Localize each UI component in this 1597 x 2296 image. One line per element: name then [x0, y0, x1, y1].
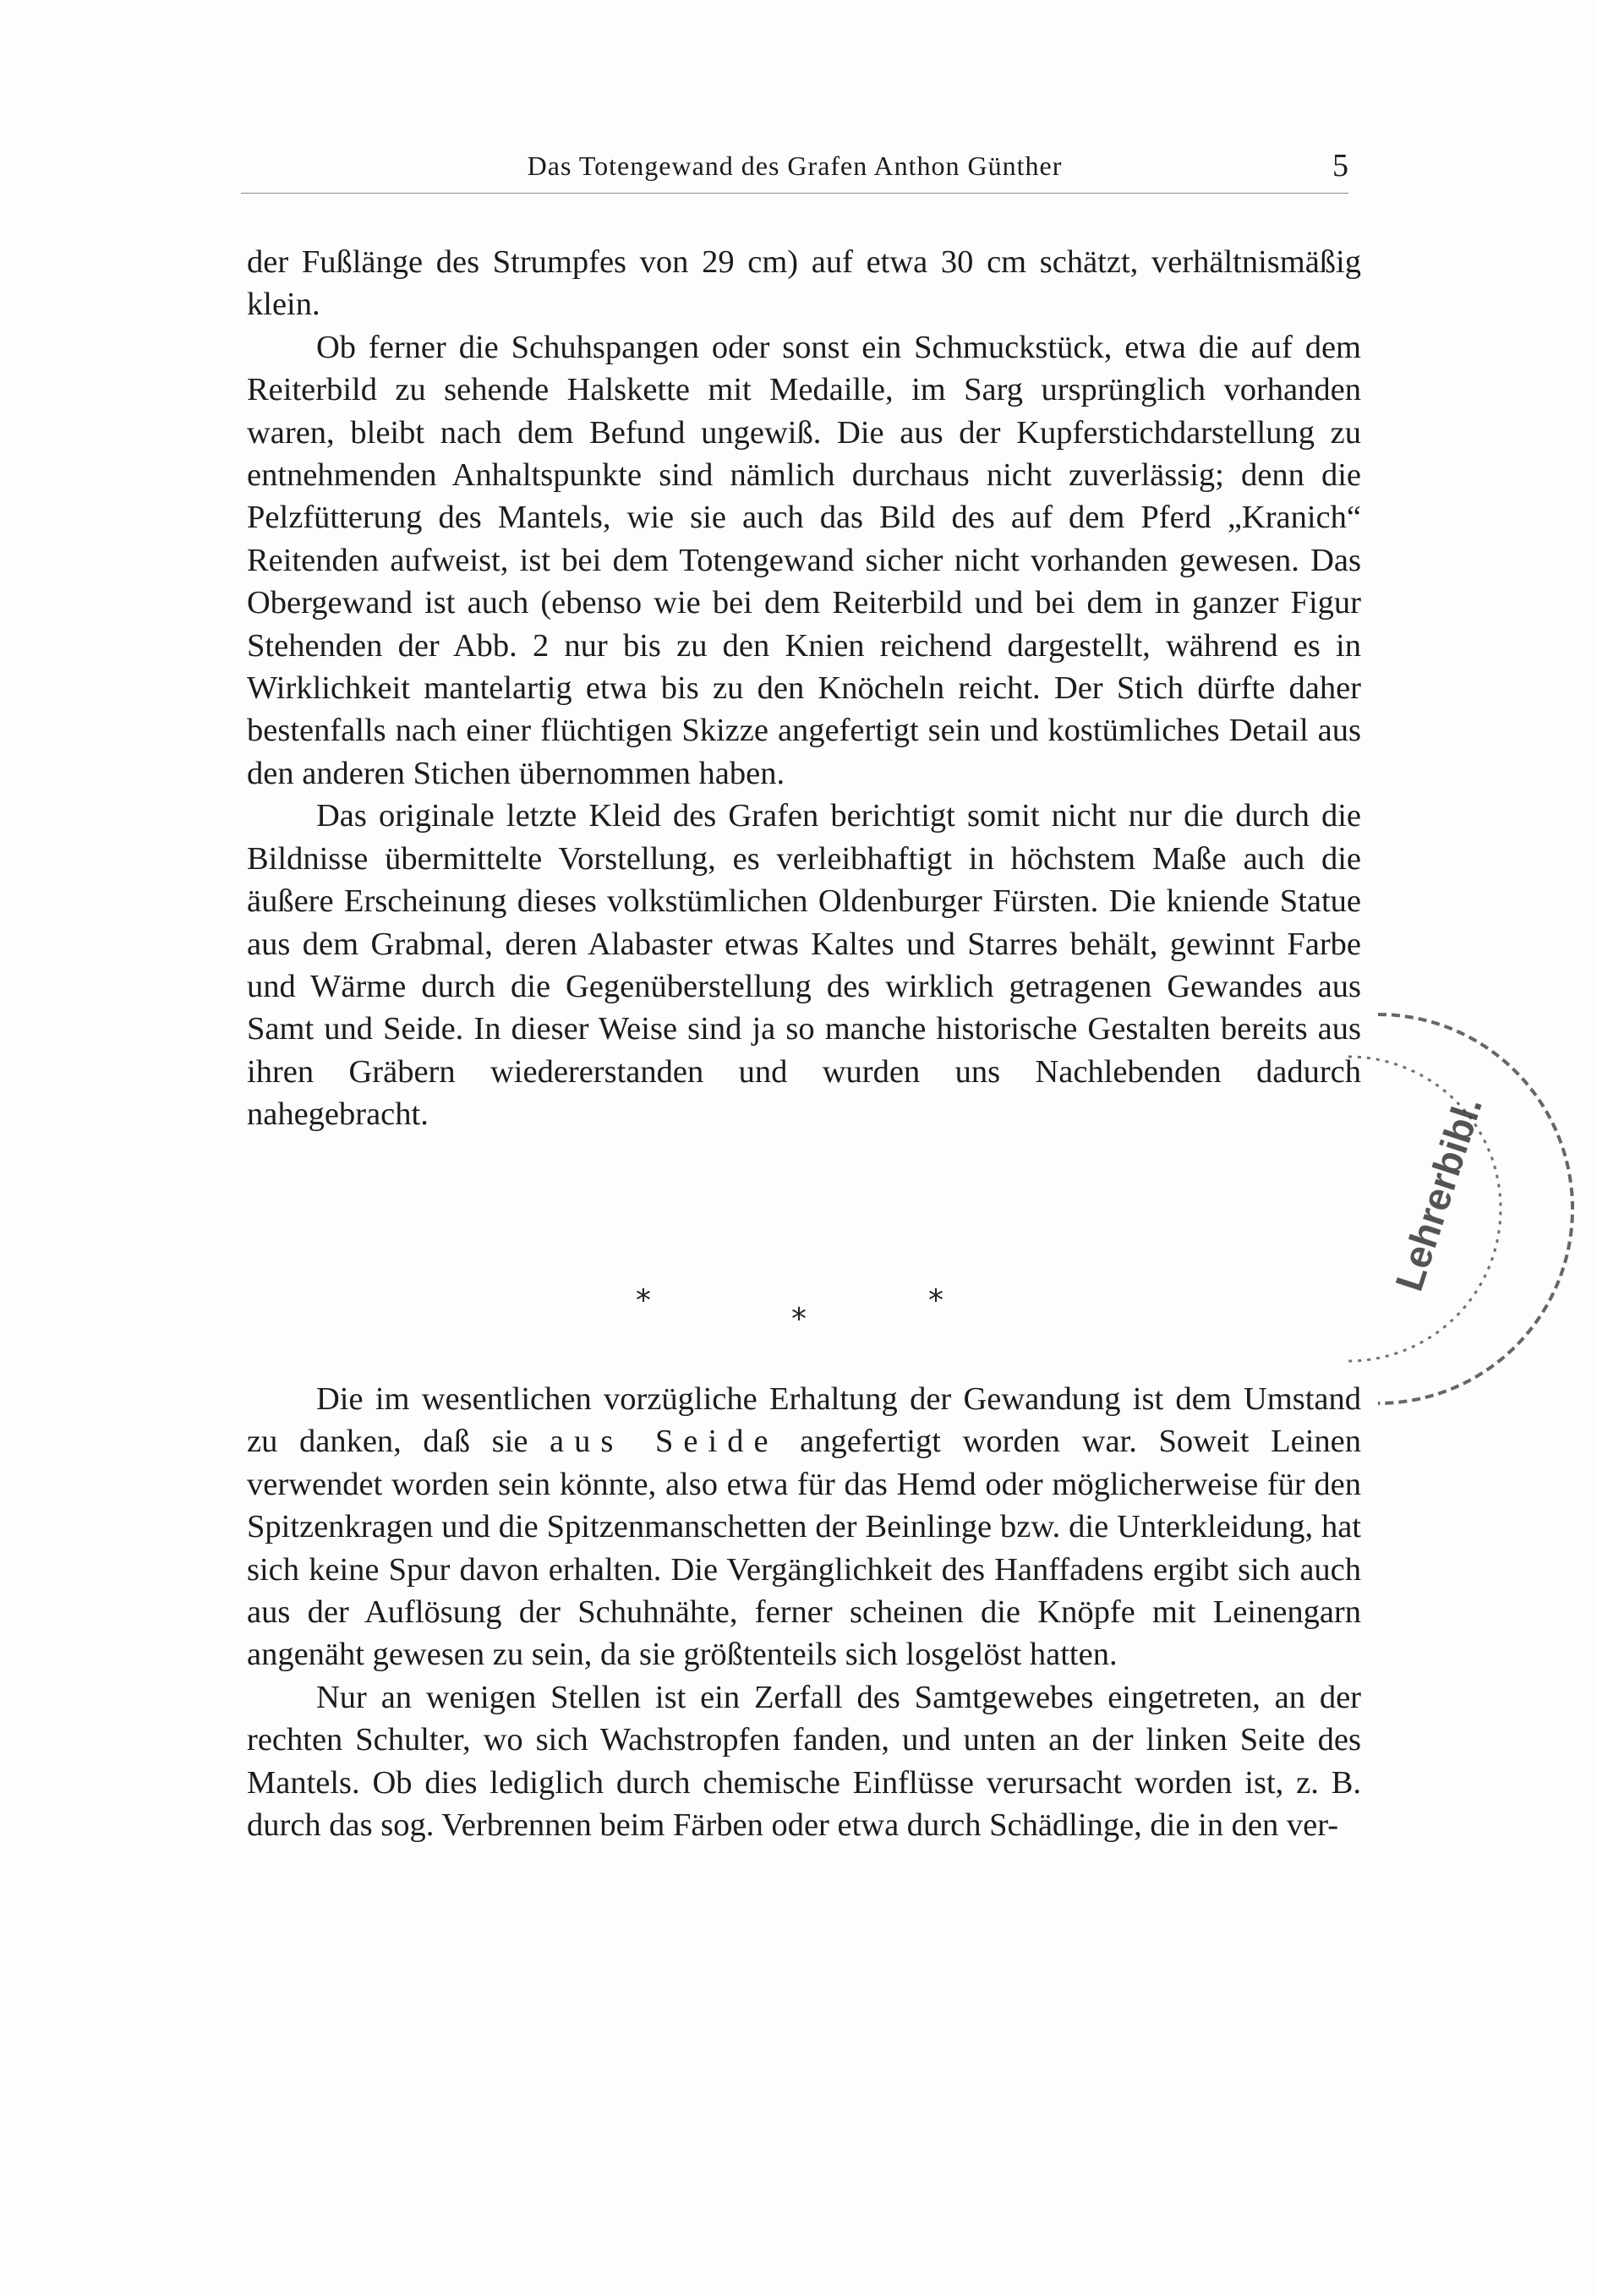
- asterism-middle: *: [791, 1302, 807, 1337]
- asterism-right: *: [928, 1283, 943, 1318]
- paragraph-erhaltung-start: Die im wesentlichen vorzügliche Erhaltung der Gewandung ist dem Umstand zu danken, daß sie: [247, 1381, 1361, 1460]
- body-text-section-1: [247, 241, 1361, 1136]
- stamp-text: Lehrerbibl.: [1386, 1091, 1490, 1297]
- paragraph-schuhspangen: Ob ferner die Schuhspangen oder sonst ein Schmuckstück, etwa die auf dem Reiterbild zu sehende Halskette mit Medaille, im Sarg ursprünglich vorhanden waren, bleibt nach dem Befund ungewiß. Die aus der Kupferstichdarstellung zu entnehmenden Anhaltspunkte sind nämlich durchaus nicht zuverlässig; denn die Pelzfütterung des Mantels, wie sie auch das Bild des auf dem Pferd „Kranich“ Reitenden aufweist, ist bei dem Totengewand sicher nicht vorhanden gewesen. Das Obergewand ist auch (ebenso wie bei dem Reiterbild und bei dem in ganzer Figur Stehenden der Abb. 2 nur bis zu den Knien reichend dargestellt, während es in Wirklichkeit mantelartig etwa bis zu den Knöcheln reicht. Der Stich dürfte daher bestenfalls nach einer flüchtigen Skizze angefertigt sein und kostümliches Detail aus den anderen Stichen übernommen haben.: [247, 329, 1361, 791]
- header-rule: [241, 193, 1348, 194]
- paragraph-erhaltung-end: angefertigt worden war. Soweit Leinen verwendet worden sein könnte, also etwa für das Hemd oder möglicherweise für den Spitzenkragen und die Spitzenmanschetten der Beinlinge bzw. die Unterkleidung, hat sich keine Spur davon erhalten. Die Vergänglichkeit des Hanffadens ergibt sich auch aus der Auflösung der Schuhnähte, ferner scheinen die Knöpfe mit Leinengarn angenäht gewesen zu sein, da sie größtenteils sich losgelöst hatten.: [247, 1424, 1361, 1673]
- asterism-left: *: [636, 1283, 651, 1318]
- paragraph-erhaltung: [247, 1378, 1361, 1676]
- paragraph-originale-kleid: Das originale letzte Kleid des Grafen berichtigt somit nicht nur die durch die Bildnisse übermittelte Vorstellung, es verleibhaftigt in höchstem Maße auch die äußere Erscheinung dieses volkstümlichen Oldenburger Fürsten. Die kniende Statue aus dem Grabmal, deren Alabaster etwas Kaltes und Starres behält, gewinnt Farbe und Wärme durch die Gegenüberstellung des wirklich getragenen Gewandes aus Samt und Seide. In dieser Weise sind ja so manche historische Gestalten bereits aus ihren Gräbern wiedererstanden und wurden uns Nachlebenden dadurch nahegebracht.: [247, 798, 1361, 1133]
- paragraph-continued: der Fußlänge des Strumpfes von 29 cm) auf etwa 30 cm schätzt, verhältnismäßig klein.: [247, 244, 1361, 323]
- page-header: [241, 150, 1348, 193]
- body-text-section-2: [247, 1378, 1361, 1846]
- library-stamp: [1251, 1006, 1490, 1412]
- stamp-outer-ring: [1378, 1014, 1572, 1403]
- section-divider-asterism: [247, 1283, 1361, 1351]
- paragraph-zerfall: Nur an wenigen Stellen ist ein Zerfall des Samtgewebes eingetreten, an der rechten Schulter, wo sich Wachstropfen fanden, und unten an der linken Seite des Mantels. Ob dies lediglich durch chemische Einflüsse verursacht worden ist, z. B. durch das sog. Verbrennen beim Färben oder etwa durch Schädlinge, die in den ver-: [247, 1679, 1361, 1844]
- emphasis-aus-seide: aus Seide: [550, 1424, 779, 1460]
- page-number: 5: [1332, 148, 1348, 183]
- running-title: Das Totengewand des Grafen Anthon Günther: [527, 150, 1063, 181]
